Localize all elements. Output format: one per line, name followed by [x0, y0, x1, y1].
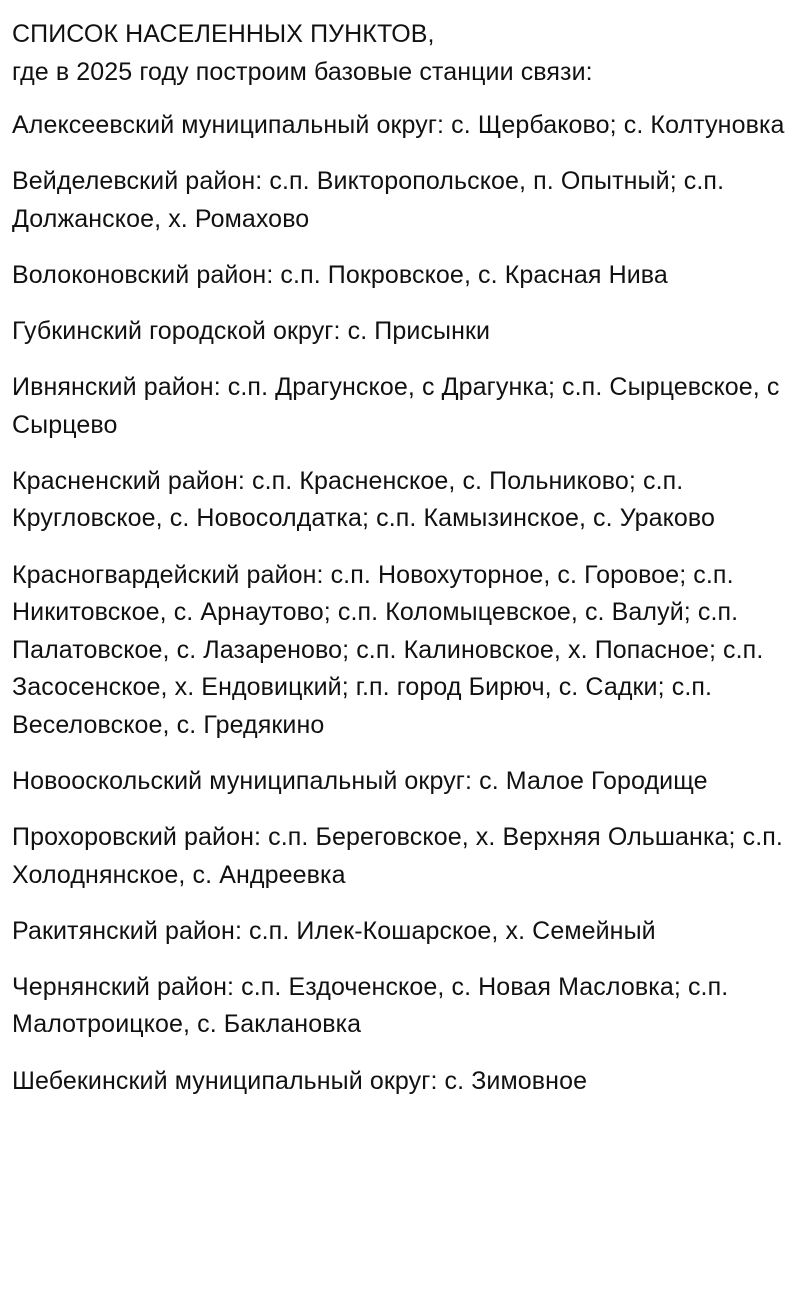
list-item-text: Красногвардейский район: с.п. Новохуторное, с. Горовое; с.п. Никитовское, с. Арнаутово; с.п. Коломыцевское, с. Валуй; с.п. Палатовское, с. Лазареново; с.п. Калиновское, х. Попасное; с.п. Засосенское, х. Ендовицкий; г.п. город Бирюч, с. Садки; с.п. Веселовское, с. Гредякино	[12, 560, 764, 739]
list-item	[12, 557, 788, 745]
list-item	[12, 463, 788, 538]
list-item-text: Волоконовский район: с.п. Покровское, с. Красная Нива	[12, 260, 668, 289]
list-item-text: Губкинский городской округ: с. Присынки	[12, 317, 491, 346]
list-item-text: Алексеевский муниципальный округ: с. Щербаково; с. Колтуновка	[12, 111, 785, 140]
list-item-text: Ивнянский район: с.п. Драгунское, с Драгунка; с.п. Сырцевское, с Сырцево	[12, 373, 780, 439]
list-item-text: Чернянский район: с.п. Ездоченское, с. Новая Масловка; с.п. Малотроицкое, с. Баклановка	[12, 972, 729, 1039]
list-item-text: Прохоровский район: с.п. Береговское, х. Верхняя Ольшанка; с.п. Холоднянское, с. Андреевка	[12, 823, 783, 889]
list-item-text: Новооскольский муниципальный округ: с. Малое Городище	[12, 767, 708, 795]
list-item-text: Вейделевский район: с.п. Викторопольское, п. Опытный; с.п. Должанское, х. Ромахово	[12, 167, 725, 233]
list-item-text: Красненский район: с.п. Красненское, с. Польниково; с.п. Кругловское, с. Новосолдатка; с.п. Камызинское, с. Ураково	[12, 466, 716, 533]
list-item	[12, 819, 788, 894]
list-item	[12, 163, 788, 238]
list-item	[12, 1063, 788, 1101]
list-item	[12, 969, 788, 1044]
list-item-text: Ракитянский район: с.п. Илек-Кошарское, х. Семейный	[12, 916, 656, 945]
page-title: СПИСОК НАСЕЛЕННЫХ ПУНКТОВ,	[12, 20, 435, 48]
list-item	[12, 369, 788, 444]
page-subtitle: где в 2025 году построим базовые станции связи:	[12, 57, 593, 86]
list-item	[12, 107, 788, 145]
list-item	[12, 313, 788, 351]
list-item	[12, 257, 788, 295]
list-item-text: Шебекинский муниципальный округ: с. Зимовное	[12, 1066, 588, 1095]
document-header	[12, 16, 788, 91]
list-item	[12, 763, 788, 801]
list-item	[12, 913, 788, 951]
